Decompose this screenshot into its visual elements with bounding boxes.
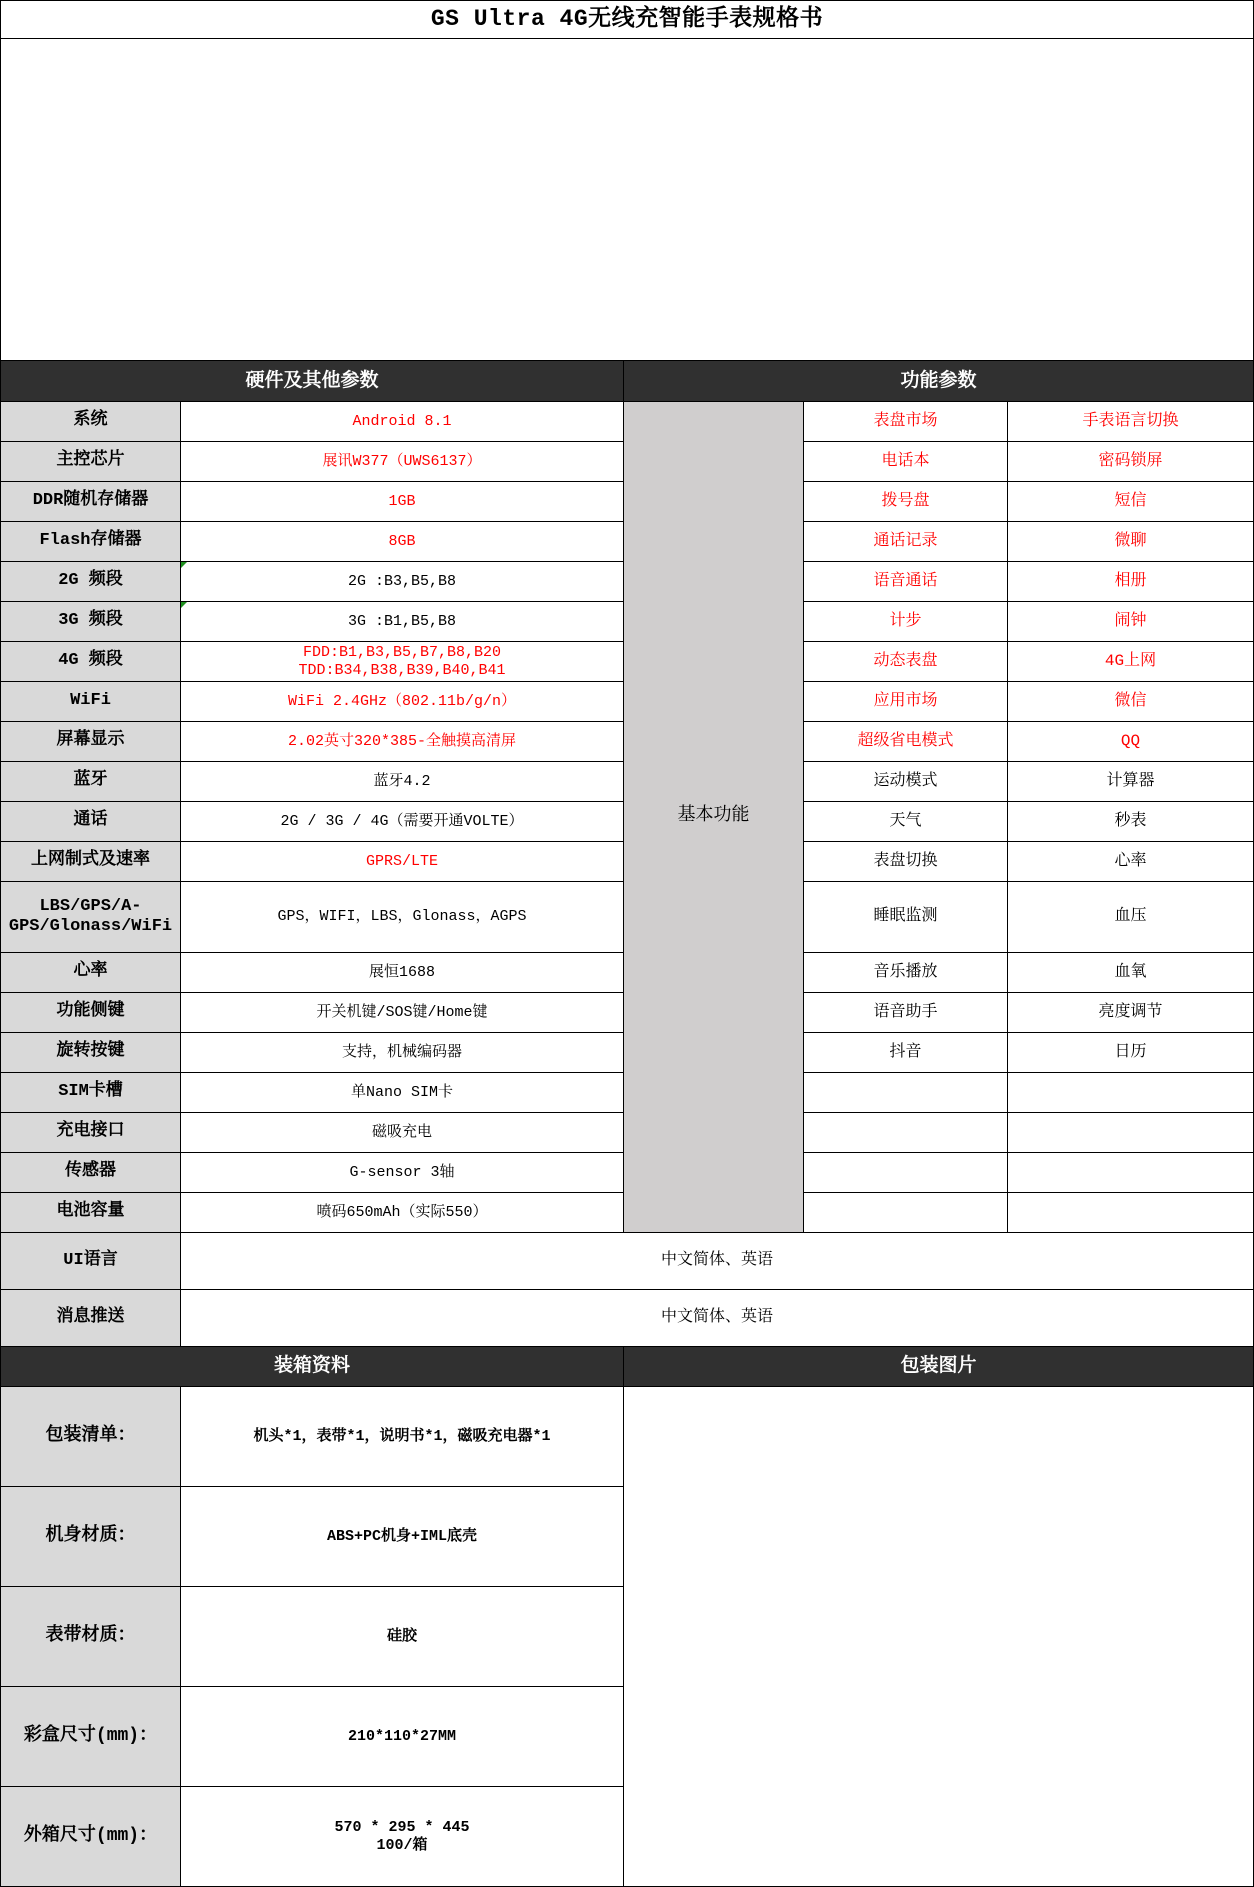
spec-label-rotary-button: 旋转按键 bbox=[1, 1033, 180, 1072]
product-image-area bbox=[1, 39, 1253, 360]
spec-value-line: TDD:B34,B38,B39,B40,B41 bbox=[298, 661, 506, 679]
spec-label-sensor: 传感器 bbox=[1, 1153, 180, 1192]
packing-value-contents: 机头*1，表带*1，说明书*1，磁吸充电器*1 bbox=[181, 1387, 623, 1486]
function-item: 拨号盘 bbox=[804, 482, 1007, 521]
function-item: 相册 bbox=[1008, 562, 1253, 601]
packing-value-strap-material: 硅胶 bbox=[181, 1587, 623, 1686]
spec-value-band-2g bbox=[181, 562, 623, 601]
spec-value-heart-rate: 展恒1688 bbox=[181, 953, 623, 992]
function-item: 血压 bbox=[1008, 882, 1253, 952]
spec-value-side-keys: 开关机键/SOS键/Home键 bbox=[181, 993, 623, 1032]
function-item: 微信 bbox=[1008, 682, 1253, 721]
function-item: 通话记录 bbox=[804, 522, 1007, 561]
spec-label-heart-rate: 心率 bbox=[1, 953, 180, 992]
function-item: 语音通话 bbox=[804, 562, 1007, 601]
spec-label-battery: 电池容量 bbox=[1, 1193, 180, 1232]
spec-value-system: Android 8.1 bbox=[181, 402, 623, 441]
spec-label-band-3g: 3G 频段 bbox=[1, 602, 180, 641]
spec-value-sim-slot: 单Nano SIM卡 bbox=[181, 1073, 623, 1112]
function-item: 睡眠监测 bbox=[804, 882, 1007, 952]
spec-value-rotary-button: 支持，机械编码器 bbox=[181, 1033, 623, 1072]
packing-label-carton-size: 外箱尺寸(mm)： bbox=[1, 1787, 180, 1886]
function-item: 动态表盘 bbox=[804, 642, 1007, 681]
spec-label-network-mode: 上网制式及速率 bbox=[1, 842, 180, 881]
spec-value-band-4g bbox=[181, 642, 623, 681]
function-item: 音乐播放 bbox=[804, 953, 1007, 992]
spec-value-positioning: GPS，WIFI，LBS，Glonass，AGPS bbox=[181, 882, 623, 952]
empty-cell bbox=[804, 1193, 1007, 1232]
function-item: 抖音 bbox=[804, 1033, 1007, 1072]
function-item: 密码锁屏 bbox=[1008, 442, 1253, 481]
spec-value-chipset: 展讯W377（UWS6137） bbox=[181, 442, 623, 481]
spec-label-calling: 通话 bbox=[1, 802, 180, 841]
spec-value-sensor: G-sensor 3轴 bbox=[181, 1153, 623, 1192]
function-item: 运动模式 bbox=[804, 762, 1007, 801]
spec-label-chipset: 主控芯片 bbox=[1, 442, 180, 481]
function-item: 电话本 bbox=[804, 442, 1007, 481]
function-item: 血氧 bbox=[1008, 953, 1253, 992]
function-item: 应用市场 bbox=[804, 682, 1007, 721]
spec-value-battery: 喷码650mAh（实际550） bbox=[181, 1193, 623, 1232]
spec-value-bluetooth: 蓝牙4.2 bbox=[181, 762, 623, 801]
packing-value-color-box-size: 210*110*27MM bbox=[181, 1687, 623, 1786]
packing-label-color-box-size: 彩盒尺寸(mm)： bbox=[1, 1687, 180, 1786]
empty-cell bbox=[1008, 1153, 1253, 1192]
spec-value-text: 3G :B1,B5,B8 bbox=[347, 612, 457, 630]
empty-cell bbox=[1008, 1193, 1253, 1232]
packing-label-contents: 包装清单： bbox=[1, 1387, 180, 1486]
spec-value-line: FDD:B1,B3,B5,B7,B8,B20 bbox=[302, 643, 502, 661]
spec-label-band-2g: 2G 频段 bbox=[1, 562, 180, 601]
function-item: 4G上网 bbox=[1008, 642, 1253, 681]
function-item: 手表语言切换 bbox=[1008, 402, 1253, 441]
spec-value-text: 2G :B3,B5,B8 bbox=[347, 572, 457, 590]
packing-label-body-material: 机身材质： bbox=[1, 1487, 180, 1586]
spec-value-ddr-ram: 1GB bbox=[181, 482, 623, 521]
function-item: 秒表 bbox=[1008, 802, 1253, 841]
function-item: 短信 bbox=[1008, 482, 1253, 521]
package-image-header: 包装图片 bbox=[624, 1347, 1253, 1386]
function-item: 语音助手 bbox=[804, 993, 1007, 1032]
function-group-basic: 基本功能 bbox=[624, 402, 803, 1232]
function-item: 微聊 bbox=[1008, 522, 1253, 561]
spec-value-wifi: WiFi 2.4GHz（802.11b/g/n） bbox=[181, 682, 623, 721]
function-item: 超级省电模式 bbox=[804, 722, 1007, 761]
function-item: 计算器 bbox=[1008, 762, 1253, 801]
function-item: 亮度调节 bbox=[1008, 993, 1253, 1032]
empty-cell bbox=[804, 1153, 1007, 1192]
spec-label-bluetooth: 蓝牙 bbox=[1, 762, 180, 801]
empty-cell bbox=[804, 1113, 1007, 1152]
spec-sheet-title: GS Ultra 4G无线充智能手表规格书 bbox=[1, 1, 1253, 38]
empty-cell bbox=[1008, 1073, 1253, 1112]
package-image-area bbox=[624, 1387, 1253, 1886]
spec-value-calling: 2G / 3G / 4G（需要开通VOLTE） bbox=[181, 802, 623, 841]
spec-label-display: 屏幕显示 bbox=[1, 722, 180, 761]
spec-label-flash-storage: Flash存储器 bbox=[1, 522, 180, 561]
spec-label-system: 系统 bbox=[1, 402, 180, 441]
spec-label-ddr-ram: DDR随机存储器 bbox=[1, 482, 180, 521]
function-params-header: 功能参数 bbox=[624, 361, 1253, 401]
packing-info-header: 装箱资料 bbox=[1, 1347, 623, 1386]
function-item: QQ bbox=[1008, 722, 1253, 761]
packing-value-carton-size bbox=[181, 1787, 623, 1886]
spec-value-message-push: 中文简体、英语 bbox=[181, 1290, 1253, 1346]
spec-value-network-mode: GPRS/LTE bbox=[181, 842, 623, 881]
spec-label-ui-language: UI语言 bbox=[1, 1233, 180, 1289]
spec-value-charging-port: 磁吸充电 bbox=[181, 1113, 623, 1152]
spec-value-band-3g bbox=[181, 602, 623, 641]
green-triangle-icon bbox=[181, 602, 187, 608]
spec-label-band-4g: 4G 频段 bbox=[1, 642, 180, 681]
spec-label-charging-port: 充电接口 bbox=[1, 1113, 180, 1152]
spec-value-flash-storage: 8GB bbox=[181, 522, 623, 561]
spec-label-sim-slot: SIM卡槽 bbox=[1, 1073, 180, 1112]
function-item: 心率 bbox=[1008, 842, 1253, 881]
function-item: 表盘市场 bbox=[804, 402, 1007, 441]
empty-cell bbox=[1008, 1113, 1253, 1152]
spec-label-side-keys: 功能侧键 bbox=[1, 993, 180, 1032]
green-triangle-icon bbox=[181, 562, 187, 568]
packing-label-strap-material: 表带材质： bbox=[1, 1587, 180, 1686]
empty-cell bbox=[804, 1073, 1007, 1112]
function-item: 天气 bbox=[804, 802, 1007, 841]
spec-label-wifi: WiFi bbox=[1, 682, 180, 721]
function-item: 闹钟 bbox=[1008, 602, 1253, 641]
function-item: 表盘切换 bbox=[804, 842, 1007, 881]
packing-value-line: 570 * 295 * 445 bbox=[334, 1818, 470, 1836]
hardware-params-header: 硬件及其他参数 bbox=[1, 361, 623, 401]
spec-label-message-push: 消息推送 bbox=[1, 1290, 180, 1346]
spec-label-positioning: LBS/GPS/A-GPS/Glonass/WiFi bbox=[1, 882, 180, 952]
function-item: 计步 bbox=[804, 602, 1007, 641]
function-item: 日历 bbox=[1008, 1033, 1253, 1072]
packing-value-body-material: ABS+PC机身+IML底壳 bbox=[181, 1487, 623, 1586]
packing-value-line: 100/箱 bbox=[376, 1836, 428, 1854]
spec-value-ui-language: 中文简体、英语 bbox=[181, 1233, 1253, 1289]
spec-value-display: 2.02英寸320*385-全触摸高清屏 bbox=[181, 722, 623, 761]
